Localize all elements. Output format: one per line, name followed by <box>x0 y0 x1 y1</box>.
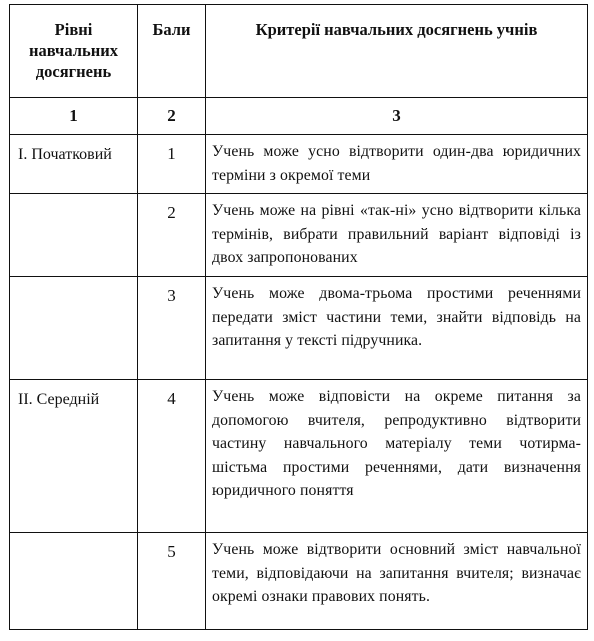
table-row <box>10 135 588 194</box>
column-number-row <box>10 98 588 135</box>
table-row <box>10 194 588 277</box>
score-cell: 5 <box>138 533 206 630</box>
criteria-cell: Учень може усно відтворити один-два юридичних терміни з окремої теми <box>206 135 588 194</box>
score-cell: 2 <box>138 194 206 277</box>
table-row <box>10 380 588 533</box>
criteria-cell: Учень може відповісти на окреме питання за допомогою вчителя, репродуктивно відтворити частину навчального матеріалу теми чотирма-шістьма простими реченнями, дати визначення юридичного поняття <box>206 380 588 533</box>
column-number: 1 <box>10 98 138 135</box>
header-levels: Рівні навчальних досягнень <box>10 5 138 98</box>
criteria-cell: Учень може відтворити основний зміст навчальної теми, відповідаючи на запитання вчителя; визначає окремі ознаки правових понять. <box>206 533 588 630</box>
column-number: 2 <box>138 98 206 135</box>
level-cell: ІІ. Середній <box>10 380 138 533</box>
achievement-criteria-table <box>9 4 588 630</box>
header-criteria: Критерії навчальних досягнень учнів <box>206 5 588 98</box>
score-cell: 4 <box>138 380 206 533</box>
table-row <box>10 277 588 380</box>
header-points: Бали <box>138 5 206 98</box>
score-cell: 3 <box>138 277 206 380</box>
table-row <box>10 533 588 630</box>
criteria-cell: Учень може на рівні «так-ні» усно відтворити кілька термінів, вибрати правильний варіант відповіді із двох запропонованих <box>206 194 588 277</box>
header-row <box>10 5 588 98</box>
level-cell <box>10 194 138 277</box>
score-cell: 1 <box>138 135 206 194</box>
level-cell: І. Початковий <box>10 135 138 194</box>
criteria-cell: Учень може двома-трьома простими реченнями передати зміст частини теми, знайти відповідь на запитання у тексті підручника. <box>206 277 588 380</box>
level-cell <box>10 277 138 380</box>
level-cell <box>10 533 138 630</box>
column-number: 3 <box>206 98 588 135</box>
